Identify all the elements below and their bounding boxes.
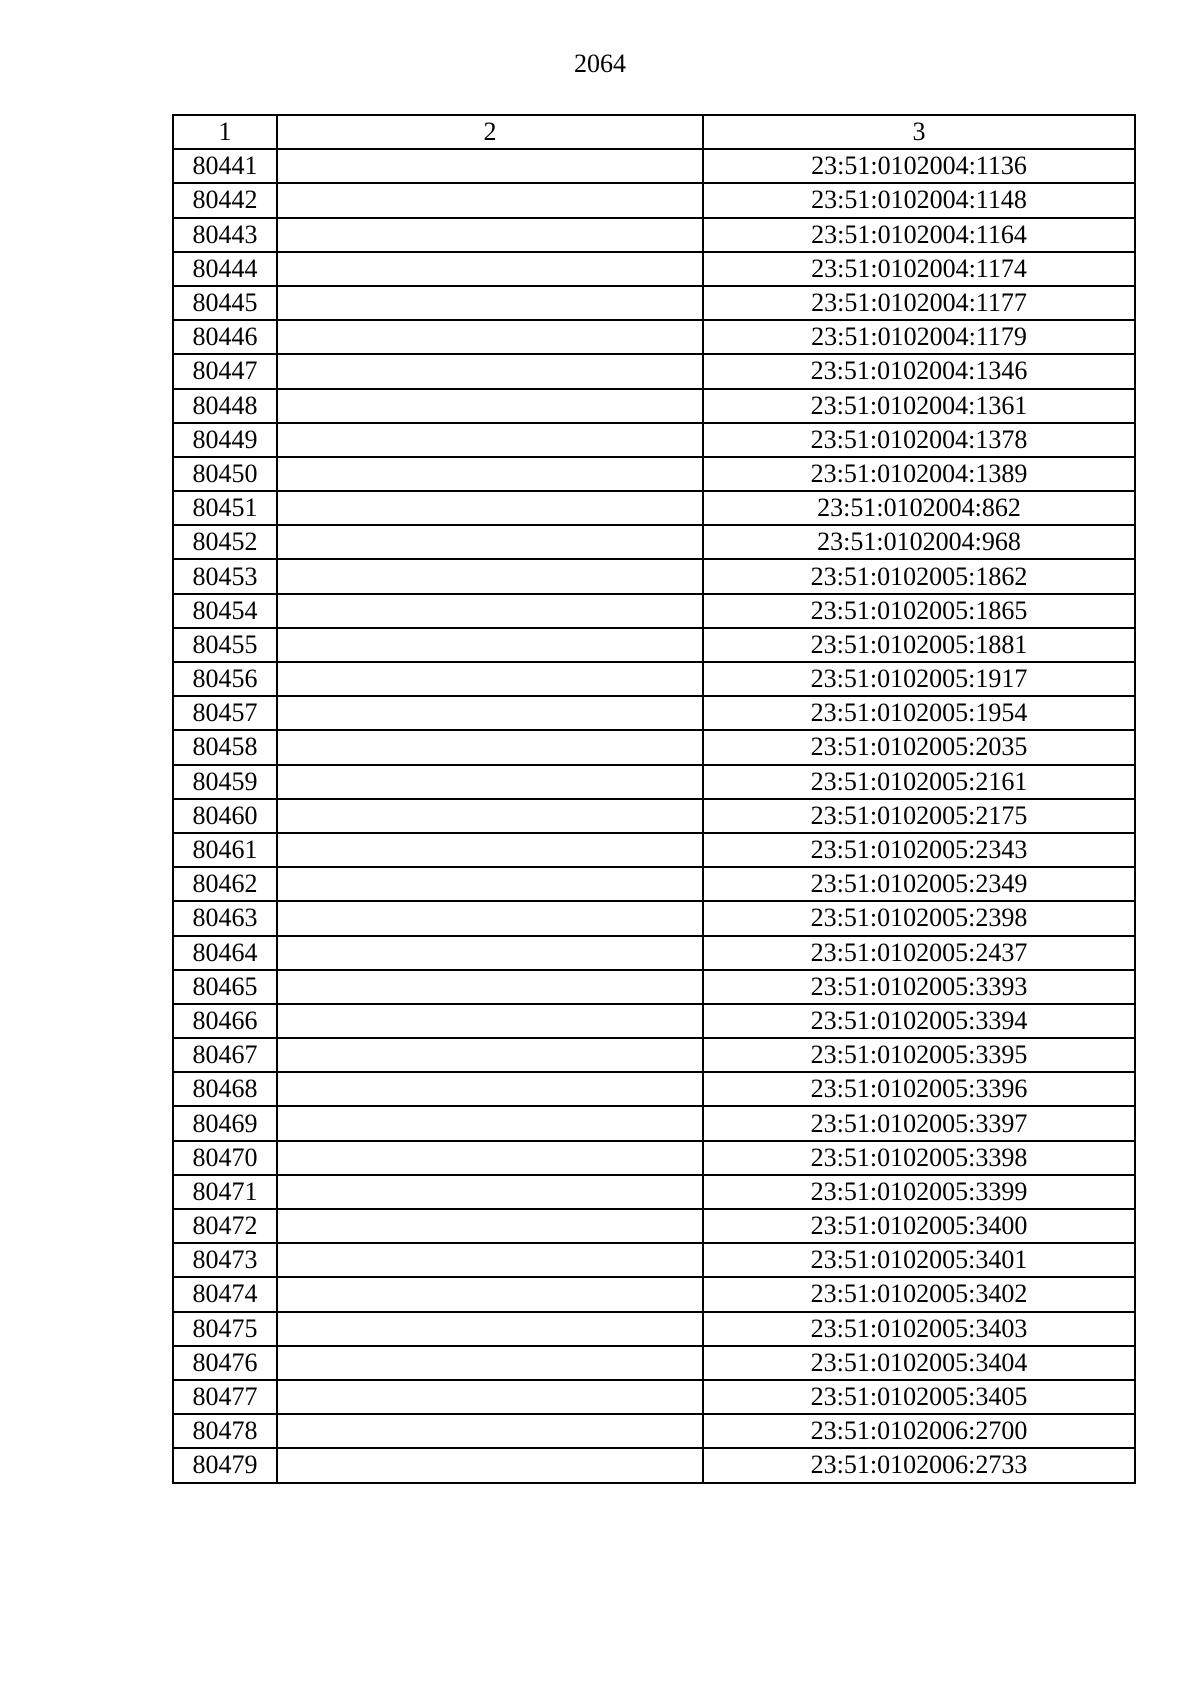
- cell-description: [277, 491, 703, 525]
- cell-cadastral-number: 23:51:0102005:3396: [703, 1072, 1135, 1106]
- cell-cadastral-number: 23:51:0102004:1361: [703, 389, 1135, 423]
- cell-number: 80461: [173, 833, 277, 867]
- cell-cadastral-number: 23:51:0102005:3395: [703, 1038, 1135, 1072]
- table-row: [173, 1346, 1135, 1380]
- cell-cadastral-number: 23:51:0102005:3398: [703, 1141, 1135, 1175]
- cell-description: [277, 1277, 703, 1311]
- table-row: [173, 1277, 1135, 1311]
- cell-cadastral-number: 23:51:0102004:1148: [703, 183, 1135, 217]
- cell-description: [277, 457, 703, 491]
- cell-description: [277, 1209, 703, 1243]
- cell-description: [277, 525, 703, 559]
- table-row: [173, 1141, 1135, 1175]
- table-row: [173, 183, 1135, 217]
- table-row: [173, 559, 1135, 593]
- table-row: [173, 970, 1135, 1004]
- table-row: [173, 457, 1135, 491]
- cell-number: 80474: [173, 1277, 277, 1311]
- cell-number: 80453: [173, 559, 277, 593]
- table-row: [173, 765, 1135, 799]
- cell-description: [277, 1312, 703, 1346]
- cell-description: [277, 1243, 703, 1277]
- cell-cadastral-number: 23:51:0102006:2733: [703, 1448, 1135, 1482]
- cell-description: [277, 1175, 703, 1209]
- cell-cadastral-number: 23:51:0102005:3394: [703, 1004, 1135, 1038]
- cell-number: 80457: [173, 696, 277, 730]
- table-row: [173, 525, 1135, 559]
- cell-description: [277, 1414, 703, 1448]
- cell-number: 80450: [173, 457, 277, 491]
- table-row: [173, 901, 1135, 935]
- cell-description: [277, 252, 703, 286]
- table-row: [173, 491, 1135, 525]
- cell-description: [277, 559, 703, 593]
- cell-number: 80443: [173, 218, 277, 252]
- cell-cadastral-number: 23:51:0102004:1136: [703, 149, 1135, 183]
- cell-description: [277, 594, 703, 628]
- table-row: [173, 1038, 1135, 1072]
- cell-number: 80454: [173, 594, 277, 628]
- cell-cadastral-number: 23:51:0102005:3399: [703, 1175, 1135, 1209]
- cell-description: [277, 696, 703, 730]
- cell-description: [277, 936, 703, 970]
- cell-number: 80445: [173, 286, 277, 320]
- cell-description: [277, 389, 703, 423]
- column-header-3: 3: [703, 115, 1135, 149]
- table-row: [173, 1072, 1135, 1106]
- cell-description: [277, 1141, 703, 1175]
- cell-number: 80476: [173, 1346, 277, 1380]
- cell-cadastral-number: 23:51:0102005:1881: [703, 628, 1135, 662]
- cell-number: 80456: [173, 662, 277, 696]
- cell-description: [277, 1038, 703, 1072]
- cell-number: 80451: [173, 491, 277, 525]
- cell-description: [277, 183, 703, 217]
- cell-cadastral-number: 23:51:0102006:2700: [703, 1414, 1135, 1448]
- cell-description: [277, 286, 703, 320]
- registry-table: [172, 114, 1136, 1484]
- cell-description: [277, 1380, 703, 1414]
- cell-cadastral-number: 23:51:0102005:2161: [703, 765, 1135, 799]
- cell-cadastral-number: 23:51:0102005:1862: [703, 559, 1135, 593]
- cell-description: [277, 901, 703, 935]
- cell-number: 80466: [173, 1004, 277, 1038]
- cell-description: [277, 662, 703, 696]
- cell-number: 80446: [173, 320, 277, 354]
- cell-description: [277, 1346, 703, 1380]
- table-row: [173, 594, 1135, 628]
- table-row: [173, 286, 1135, 320]
- cell-cadastral-number: 23:51:0102004:1179: [703, 320, 1135, 354]
- cell-number: 80477: [173, 1380, 277, 1414]
- table-header-row: [173, 115, 1135, 149]
- cell-description: [277, 320, 703, 354]
- cell-number: 80465: [173, 970, 277, 1004]
- cell-number: 80458: [173, 730, 277, 764]
- table-row: [173, 218, 1135, 252]
- table-row: [173, 149, 1135, 183]
- cell-description: [277, 354, 703, 388]
- cell-cadastral-number: 23:51:0102005:3405: [703, 1380, 1135, 1414]
- cell-description: [277, 765, 703, 799]
- table-row: [173, 867, 1135, 901]
- cell-number: 80448: [173, 389, 277, 423]
- cell-number: 80475: [173, 1312, 277, 1346]
- column-header-2: 2: [277, 115, 703, 149]
- table-row: [173, 662, 1135, 696]
- table-body: [173, 149, 1135, 1482]
- table-row: [173, 833, 1135, 867]
- cell-description: [277, 628, 703, 662]
- cell-cadastral-number: 23:51:0102004:1378: [703, 423, 1135, 457]
- cell-number: 80468: [173, 1072, 277, 1106]
- cell-description: [277, 867, 703, 901]
- table-row: [173, 799, 1135, 833]
- cell-cadastral-number: 23:51:0102004:1174: [703, 252, 1135, 286]
- table-row: [173, 320, 1135, 354]
- cell-cadastral-number: 23:51:0102004:1389: [703, 457, 1135, 491]
- cell-cadastral-number: 23:51:0102005:2175: [703, 799, 1135, 833]
- cell-cadastral-number: 23:51:0102005:3397: [703, 1106, 1135, 1140]
- cell-cadastral-number: 23:51:0102005:2437: [703, 936, 1135, 970]
- cell-number: 80470: [173, 1141, 277, 1175]
- cell-number: 80464: [173, 936, 277, 970]
- cell-number: 80447: [173, 354, 277, 388]
- table-row: [173, 730, 1135, 764]
- cell-number: 80441: [173, 149, 277, 183]
- page-number: 2064: [574, 49, 626, 78]
- column-header-1: 1: [173, 115, 277, 149]
- cell-cadastral-number: 23:51:0102005:2035: [703, 730, 1135, 764]
- cell-cadastral-number: 23:51:0102005:3400: [703, 1209, 1135, 1243]
- table-row: [173, 252, 1135, 286]
- table-row: [173, 1414, 1135, 1448]
- cell-description: [277, 833, 703, 867]
- cell-number: 80479: [173, 1448, 277, 1482]
- cell-cadastral-number: 23:51:0102005:3402: [703, 1277, 1135, 1311]
- cell-description: [277, 970, 703, 1004]
- cell-cadastral-number: 23:51:0102005:1917: [703, 662, 1135, 696]
- cell-description: [277, 218, 703, 252]
- cell-cadastral-number: 23:51:0102004:1177: [703, 286, 1135, 320]
- cell-cadastral-number: 23:51:0102005:3401: [703, 1243, 1135, 1277]
- cell-number: 80442: [173, 183, 277, 217]
- cell-cadastral-number: 23:51:0102005:2343: [703, 833, 1135, 867]
- cell-description: [277, 1004, 703, 1038]
- table-row: [173, 423, 1135, 457]
- cell-cadastral-number: 23:51:0102005:1954: [703, 696, 1135, 730]
- cell-cadastral-number: 23:51:0102005:1865: [703, 594, 1135, 628]
- cell-cadastral-number: 23:51:0102004:862: [703, 491, 1135, 525]
- table-row: [173, 628, 1135, 662]
- cell-number: 80469: [173, 1106, 277, 1140]
- cell-description: [277, 730, 703, 764]
- table-row: [173, 696, 1135, 730]
- cell-description: [277, 149, 703, 183]
- cell-cadastral-number: 23:51:0102005:2398: [703, 901, 1135, 935]
- cell-number: 80444: [173, 252, 277, 286]
- cell-cadastral-number: 23:51:0102004:968: [703, 525, 1135, 559]
- table-row: [173, 1312, 1135, 1346]
- cell-description: [277, 1072, 703, 1106]
- cell-number: 80478: [173, 1414, 277, 1448]
- cell-number: 80473: [173, 1243, 277, 1277]
- table-row: [173, 1004, 1135, 1038]
- table-row: [173, 389, 1135, 423]
- cell-cadastral-number: 23:51:0102005:3393: [703, 970, 1135, 1004]
- table-row: [173, 1209, 1135, 1243]
- table-row: [173, 1175, 1135, 1209]
- cell-number: 80455: [173, 628, 277, 662]
- cell-number: 80463: [173, 901, 277, 935]
- cell-description: [277, 1448, 703, 1482]
- table-row: [173, 354, 1135, 388]
- cell-number: 80452: [173, 525, 277, 559]
- cell-cadastral-number: 23:51:0102004:1346: [703, 354, 1135, 388]
- table-row: [173, 936, 1135, 970]
- table-row: [173, 1106, 1135, 1140]
- cell-description: [277, 1106, 703, 1140]
- cell-description: [277, 799, 703, 833]
- cell-number: 80472: [173, 1209, 277, 1243]
- table-row: [173, 1380, 1135, 1414]
- cell-cadastral-number: 23:51:0102004:1164: [703, 218, 1135, 252]
- cell-number: 80460: [173, 799, 277, 833]
- cell-description: [277, 423, 703, 457]
- table-row: [173, 1243, 1135, 1277]
- cell-cadastral-number: 23:51:0102005:3404: [703, 1346, 1135, 1380]
- cell-number: 80471: [173, 1175, 277, 1209]
- cell-cadastral-number: 23:51:0102005:3403: [703, 1312, 1135, 1346]
- cell-number: 80449: [173, 423, 277, 457]
- cell-number: 80462: [173, 867, 277, 901]
- cell-number: 80467: [173, 1038, 277, 1072]
- table-row: [173, 1448, 1135, 1482]
- cell-number: 80459: [173, 765, 277, 799]
- cell-cadastral-number: 23:51:0102005:2349: [703, 867, 1135, 901]
